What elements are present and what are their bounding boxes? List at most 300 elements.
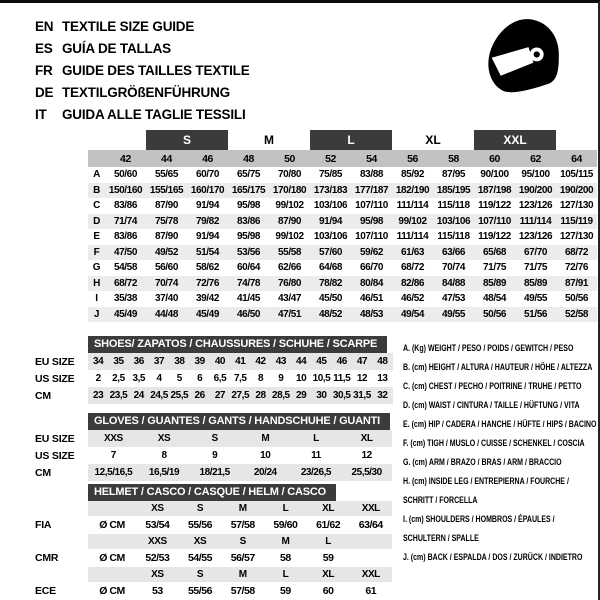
table-cell: 28,5 [271, 387, 291, 404]
numeric-size: 44 [146, 150, 187, 167]
legend-item: H. (cm) INSIDE LEG / ENTREPIERNA / FOURCHE / SCHRITT / FORCELLA [403, 476, 569, 505]
table-cell: 24 [129, 387, 149, 404]
table-cell: 66/70 [360, 262, 384, 274]
legend-item: C. (cm) CHEST / PECHO / POITRINE / TRUHE / PETTO [403, 381, 582, 391]
table-cell: 123/126 [518, 200, 553, 212]
table-cell: 57/60 [310, 245, 351, 261]
table-cell: 24,5 [149, 387, 169, 404]
table-cell: 170/180 [269, 183, 310, 199]
table-cell: 35 [108, 353, 128, 370]
table-cell: 75/85 [319, 169, 343, 181]
table-cell: 63/66 [433, 245, 474, 261]
helmet-size-table [35, 484, 392, 600]
table-cell: 30,5 [332, 387, 352, 404]
table-cell: 8 [161, 450, 167, 461]
table-cell: XS [139, 430, 190, 447]
language-title: GUIDA ALLE TAGLIE TESSILI [62, 107, 246, 122]
table-cell: 68/72 [401, 262, 425, 274]
numeric-size: 62 [515, 150, 556, 167]
table-cell: 13 [377, 373, 388, 384]
table-cell: 7 [110, 450, 116, 461]
table-cell: 16,5/19 [139, 464, 190, 481]
table-cell: 185/195 [433, 183, 474, 199]
table-cell: 70/74 [442, 262, 466, 274]
language-code: IT [35, 107, 47, 122]
table-cell: 56/60 [154, 262, 179, 274]
size-group-spacer [556, 130, 597, 150]
row-letter: D [88, 214, 105, 230]
table-cell: 28 [250, 387, 270, 404]
table-cell: 127/130 [559, 231, 594, 243]
label-spacer [35, 567, 88, 582]
table-cell: 87/91 [556, 276, 597, 292]
table-cell: 99/102 [275, 231, 304, 243]
language-row [35, 104, 250, 126]
helmet-header-row [35, 484, 392, 501]
table-cell: 190/200 [515, 183, 556, 199]
table-cell: 82/86 [392, 276, 433, 292]
table-cell: 155/165 [146, 183, 187, 199]
table-cell: 115/118 [437, 231, 470, 243]
table-cell: 107/110 [474, 214, 515, 230]
table-cell: 65/68 [474, 245, 515, 261]
textile-row [88, 229, 597, 245]
table-cell: 52/58 [556, 307, 597, 323]
size-group-l: L [310, 130, 392, 150]
table-cell: 103/106 [313, 200, 348, 212]
table-cell: 87/95 [442, 169, 466, 181]
table-cell: 57/58 [230, 519, 255, 531]
table-cell: 95/98 [237, 200, 261, 212]
helmet-size: M [221, 567, 264, 582]
table-cell: 51/54 [187, 245, 228, 261]
table-cell: 45/50 [319, 293, 343, 305]
legend-item: E. (cm) HIP / CADERA / HANCHE / HÜFTE / HIPS / BACINO [403, 419, 597, 429]
table-cell: 95/98 [237, 231, 261, 243]
table-cell: 27 [210, 387, 230, 404]
standard-label: CMR [35, 552, 59, 564]
table-cell: 20/24 [240, 464, 291, 481]
table-cell: 45 [311, 353, 331, 370]
textile-row [88, 307, 597, 323]
helmet-size: S [221, 534, 264, 549]
row-letter: I [95, 293, 98, 305]
size-row-spacer [88, 150, 105, 167]
racing-helmet-icon [481, 16, 563, 106]
table-cell: 12 [361, 450, 372, 461]
table-cell: 115/118 [437, 200, 470, 212]
table-cell: 39/42 [195, 293, 220, 305]
helmet-data-row [35, 549, 392, 567]
table-cell: 55/56 [188, 585, 213, 597]
table-cell: 99/102 [275, 200, 304, 212]
helmet-size-row [35, 567, 392, 582]
label-spacer [35, 484, 88, 501]
table-cell: 51/56 [515, 307, 556, 323]
table-cell: 54/58 [113, 262, 138, 274]
table-cell: 37 [149, 353, 169, 370]
row-label: CM [35, 389, 51, 402]
table-cell: 70/74 [146, 276, 187, 292]
row-letter: G [92, 262, 101, 274]
textile-row [88, 276, 597, 292]
helmet-size [349, 534, 392, 549]
table-cell [349, 549, 392, 567]
table-cell: 59 [322, 552, 334, 564]
table-cell: 50/60 [113, 169, 138, 181]
table-cell: 41/45 [237, 293, 261, 305]
table-cell: 72/76 [565, 262, 589, 274]
table-cell: 63/64 [358, 519, 383, 531]
table-cell: 67/70 [515, 245, 556, 261]
table-cell: 62/66 [278, 262, 302, 274]
legend-item: G. (cm) ARM / BRAZO / BRAS / ARM / BRACCIO [403, 457, 562, 467]
table-cell: 105/115 [560, 169, 593, 181]
table-cell: 35/38 [113, 293, 138, 305]
legend-item: J. (cm) BACK / ESPALDA / DOS / ZURÜCK / INDIETRO [403, 552, 583, 562]
shoes-row [35, 353, 393, 370]
table-cell: XXS [88, 430, 139, 447]
table-cell: 25,5 [169, 387, 189, 404]
table-cell: 43 [271, 353, 291, 370]
helmet-data-row [35, 582, 392, 600]
helmet-size: XXL [349, 567, 392, 582]
language-title-list [35, 16, 250, 126]
table-cell: 48 [372, 353, 392, 370]
table-cell: 59 [280, 585, 291, 597]
table-cell: 83/88 [360, 169, 384, 181]
table-cell: 83/86 [228, 214, 269, 230]
table-cell: 55/58 [269, 245, 310, 261]
row-label: EU SIZE [35, 355, 75, 368]
shoes-title: SHOES/ ZAPATOS / CHAUSSURES / SCHUHE / SCARPE [88, 336, 387, 353]
helmet-size: XS [179, 534, 222, 549]
table-cell: 42 [250, 353, 270, 370]
helmet-size: L [307, 534, 350, 549]
table-cell: 23,5 [108, 387, 128, 404]
numeric-size: 48 [228, 150, 269, 167]
table-cell: 68/72 [105, 276, 146, 292]
table-cell: 44/48 [146, 307, 187, 323]
table-cell: 6 [197, 373, 203, 384]
gloves-title: GLOVES / GUANTES / GANTS / HANDSCHUHE / GUANTI [88, 413, 390, 430]
table-cell: 115/119 [556, 214, 597, 230]
table-cell: 111/114 [396, 231, 429, 243]
numeric-size: 58 [433, 150, 474, 167]
table-cell: 119/122 [478, 231, 511, 243]
standard-label: ECE [35, 585, 56, 597]
table-cell: 26 [189, 387, 209, 404]
table-cell: 85/92 [401, 169, 425, 181]
table-cell: 111/114 [515, 214, 556, 230]
size-group-row [88, 130, 597, 150]
table-cell: 95/98 [351, 214, 392, 230]
table-cell: 41 [230, 353, 250, 370]
legend-item: B. (cm) HEIGHT / ALTURA / HAUTEUR / HÖHE / ALTEZZA [403, 362, 593, 372]
label-spacer [35, 501, 88, 516]
table-cell: 36 [129, 353, 149, 370]
table-cell: 103/106 [433, 214, 474, 230]
table-cell: 9 [278, 373, 284, 384]
table-cell: 7,5 [233, 373, 247, 384]
textile-row [88, 167, 597, 183]
table-cell: 71/74 [105, 214, 146, 230]
textile-size-table [88, 130, 597, 322]
row-letter: E [93, 231, 100, 243]
table-cell: 61/62 [316, 519, 341, 531]
language-row [35, 38, 250, 60]
gloves-row [35, 464, 392, 481]
table-cell: 5 [176, 373, 182, 384]
table-cell: 74/78 [228, 276, 269, 292]
table-cell: 57/58 [230, 585, 255, 597]
table-cell: 177/187 [351, 183, 392, 199]
row-letter: A [93, 169, 100, 181]
table-cell: 32 [372, 387, 392, 404]
language-code: FR [35, 63, 53, 78]
helmet-size: S [179, 567, 222, 582]
table-cell: 11 [311, 450, 321, 461]
shoes-header-row [35, 336, 393, 353]
table-cell: 48/53 [351, 307, 392, 323]
language-title: GUIDE DES TAILLES TEXTILE [62, 63, 250, 78]
language-row [35, 82, 250, 104]
table-cell: 190/200 [556, 183, 597, 199]
table-cell: 78/82 [310, 276, 351, 292]
row-label: CM [35, 466, 51, 479]
table-cell: 46 [332, 353, 352, 370]
label-spacer [35, 413, 88, 430]
language-code: ES [35, 41, 53, 56]
table-cell: 6,5 [213, 373, 227, 384]
table-cell: 150/160 [105, 183, 146, 199]
table-cell: 53/54 [145, 519, 170, 531]
table-cell: 99/102 [392, 214, 433, 230]
legend-item: I. (cm) SHOULDERS / HOMBROS / ÉPAULES / SCHULTERN / SPALLE [403, 514, 555, 543]
table-cell: 95/100 [521, 169, 550, 181]
table-cell: 45/49 [105, 307, 146, 323]
table-cell: 53 [151, 585, 163, 597]
table-cell: 123/126 [518, 231, 553, 243]
table-cell: 85/89 [474, 276, 515, 292]
helmet-size: L [264, 501, 307, 516]
helmet-title: HELMET / CASCO / CASQUE / HELM / CASCO [88, 484, 336, 501]
row-label: EU SIZE [35, 432, 75, 445]
table-cell: 12 [356, 373, 368, 384]
table-cell: 59/60 [273, 519, 298, 531]
helmet-size: S [179, 501, 222, 516]
helmet-size: XXS [136, 534, 179, 549]
table-cell: 8 [257, 373, 264, 384]
helmet-size: L [264, 567, 307, 582]
helmet-size: XS [136, 501, 179, 516]
table-cell: 49/55 [524, 293, 548, 305]
gloves-size-table [35, 413, 392, 481]
table-cell: 47/53 [442, 293, 466, 305]
textile-row [88, 245, 597, 261]
table-cell: 60 [322, 585, 334, 597]
numeric-size: 52 [310, 150, 351, 167]
table-cell: 56/57 [230, 552, 255, 564]
table-cell: 12,5/16,5 [88, 464, 139, 481]
helmet-size: XL [307, 501, 350, 516]
table-cell: 75/78 [146, 214, 187, 230]
unit-spacer [88, 534, 136, 549]
table-cell: 23/26,5 [291, 464, 342, 481]
row-letter: C [93, 200, 100, 212]
table-cell: 60/64 [237, 262, 261, 274]
numeric-size: 42 [105, 150, 146, 167]
row-letter: H [88, 276, 105, 292]
table-cell: 10 [260, 450, 271, 461]
table-cell: 76/80 [269, 276, 310, 292]
table-cell: 91/94 [310, 214, 351, 230]
helmet-header-cell [88, 484, 392, 501]
table-cell: 31,5 [352, 387, 372, 404]
table-cell: 65/75 [237, 169, 261, 181]
table-cell: 34 [88, 353, 108, 370]
table-cell: 87/90 [154, 231, 179, 243]
table-cell: 46/50 [228, 307, 269, 323]
table-cell: 29 [291, 387, 311, 404]
table-cell: 48/54 [483, 293, 507, 305]
unit-label: Ø CM [99, 585, 125, 597]
shoes-row [35, 370, 393, 387]
table-cell: 64/68 [319, 262, 343, 274]
table-cell: 45/49 [187, 307, 228, 323]
numeric-size-row [88, 150, 597, 167]
numeric-size: 50 [269, 150, 310, 167]
table-cell: 107/110 [355, 200, 388, 212]
table-cell: 61/63 [392, 245, 433, 261]
table-cell: 49/55 [433, 307, 474, 323]
size-group-xxl: XXL [474, 130, 556, 150]
table-cell: 103/106 [313, 231, 348, 243]
table-cell: 43/47 [278, 293, 302, 305]
row-label: US SIZE [35, 449, 75, 462]
table-cell: 46/52 [401, 293, 425, 305]
table-cell: 55/56 [188, 519, 213, 531]
table-cell: 2 [95, 373, 101, 384]
table-cell: 44 [291, 353, 311, 370]
table-cell: 53/56 [228, 245, 269, 261]
helmet-size-row [35, 501, 392, 516]
table-cell: L [291, 430, 342, 447]
size-group-spacer [88, 130, 146, 150]
row-letter: B [88, 183, 105, 199]
language-row [35, 16, 250, 38]
table-cell: 52/53 [145, 552, 170, 564]
size-group-m: M [264, 133, 275, 147]
table-cell: 30 [311, 387, 331, 404]
unit-spacer [88, 501, 136, 516]
table-cell: 3,5 [132, 373, 146, 384]
table-cell: 127/130 [559, 200, 594, 212]
language-title: TEXTILE SIZE GUIDE [62, 19, 195, 34]
table-cell: 72/76 [187, 276, 228, 292]
table-cell: 68/72 [556, 245, 597, 261]
table-cell: 27,5 [230, 387, 250, 404]
table-cell: 87/90 [269, 214, 310, 230]
helmet-size: M [264, 534, 307, 549]
table-cell: 11,5 [333, 373, 351, 384]
label-spacer [35, 336, 88, 353]
table-cell: 23 [88, 387, 108, 404]
table-cell: 47 [352, 353, 372, 370]
size-group-xl: XL [425, 133, 441, 147]
standard-label: FIA [35, 519, 52, 531]
table-cell: 160/170 [187, 183, 228, 199]
table-cell: 50/56 [565, 293, 589, 305]
gloves-row [35, 430, 392, 447]
table-cell: 37/40 [154, 293, 179, 305]
shoes-size-table [35, 336, 393, 404]
table-cell: 2,5 [112, 373, 125, 384]
textile-row [88, 214, 597, 230]
helmet-data-row [35, 516, 392, 534]
table-cell: 58 [280, 552, 291, 564]
table-cell: 187/198 [474, 183, 515, 199]
table-cell: 91/94 [195, 231, 220, 243]
table-cell: 25,5/30 [341, 464, 392, 481]
table-cell: 70/80 [278, 169, 302, 181]
numeric-size: 56 [392, 150, 433, 167]
table-cell: 49/54 [392, 307, 433, 323]
table-cell: XL [341, 430, 392, 447]
shoes-header-cell [88, 336, 393, 353]
numeric-size: 46 [187, 150, 228, 167]
numeric-size: 60 [474, 150, 515, 167]
language-title: TEXTILGRÖßENFÜHRUNG [62, 85, 230, 100]
table-cell: 4 [156, 373, 162, 384]
row-letter: F [88, 245, 105, 261]
table-cell: 182/190 [392, 183, 433, 199]
numeric-size: 64 [556, 150, 597, 167]
table-cell: 111/114 [396, 200, 429, 212]
table-cell: 107/110 [355, 231, 388, 243]
table-cell: 90/100 [480, 169, 509, 181]
table-cell: 61 [365, 585, 377, 597]
table-cell: 10 [296, 373, 307, 384]
table-cell: 85/89 [515, 276, 556, 292]
table-cell: 83/86 [113, 231, 138, 243]
helmet-size: XXL [349, 501, 392, 516]
table-cell: 55/65 [154, 169, 179, 181]
table-cell: 38 [169, 353, 189, 370]
gloves-header-cell [88, 413, 392, 430]
table-cell: 79/82 [187, 214, 228, 230]
table-cell: 18/21,5 [189, 464, 240, 481]
helmet-size: XS [136, 567, 179, 582]
legend-item: A. (Kg) WEIGHT / PESO / POIDS / GEWITCH / PESO [403, 343, 574, 353]
legend-item: F. (cm) TIGH / MUSLO / CUISSE / SCHENKEL / COSCIA [403, 438, 585, 448]
table-cell: 71/75 [483, 262, 507, 274]
row-label: US SIZE [35, 372, 75, 385]
table-cell: 83/86 [113, 200, 138, 212]
table-cell: 59/62 [351, 245, 392, 261]
table-cell: 46/51 [360, 293, 384, 305]
textile-row [88, 183, 597, 199]
table-cell: 119/122 [478, 200, 511, 212]
helmet-size: XL [307, 567, 350, 582]
table-cell: 40 [210, 353, 230, 370]
language-code: DE [35, 85, 54, 100]
legend-item: D. (cm) WAIST / CINTURA / TAILLE / HÜFTUNG / VITA [403, 400, 580, 410]
language-code: EN [35, 19, 54, 34]
helmet-size: M [221, 501, 264, 516]
language-title: GUÍA DE TALLAS [62, 41, 171, 56]
table-cell: 173/183 [310, 183, 351, 199]
